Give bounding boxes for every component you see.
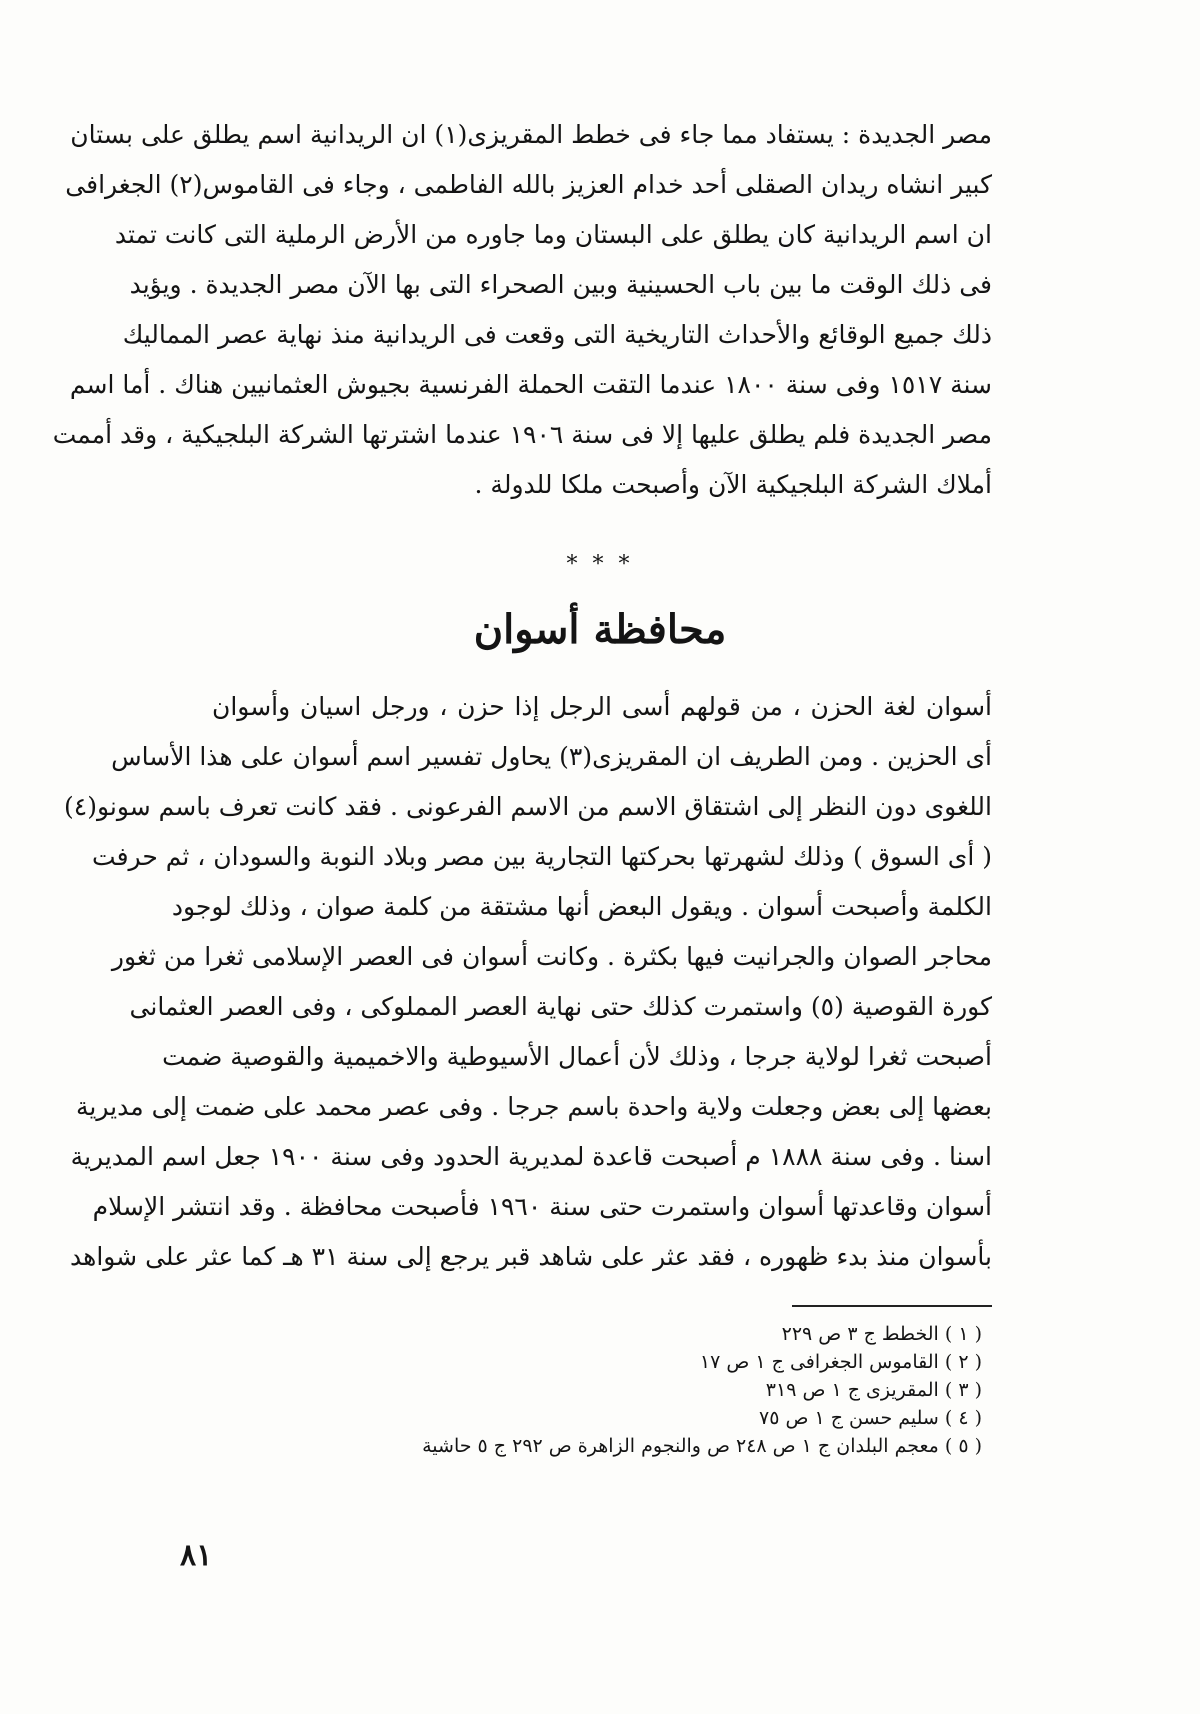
footnote-item: ( ٢ ) القاموس الجغرافى ج ١ ص ١٧	[699, 1351, 982, 1373]
paragraph-aswan	[63, 682, 992, 1282]
page-number: ٨١	[180, 1538, 213, 1573]
footnotes	[262, 1320, 982, 1460]
text-line: اللغوى دون النظر إلى اشتقاق الاسم من الاسم الفرعونى . فقد كانت تعرف باسم سونو(٤)	[63, 792, 992, 821]
text-line: أصبحت ثغرا لولاية جرجا ، وذلك لأن أعمال الأسيوطية والاخميمية والقوصية ضمت	[162, 1042, 992, 1071]
text-line: أسوان لغة الحزن ، من قولهم أسى الرجل إذا حزن ، ورجل اسيان وأسوان	[212, 692, 992, 721]
footnote-item: ( ٥ ) معجم البلدان ج ١ ص ٢٤٨ ص والنجوم الزاهرة ص ٢٩٢ ج ٥ حاشية	[422, 1435, 982, 1457]
text-line: كبير انشاه ريدان الصقلى أحد خدام العزيز بالله الفاطمى ، وجاء فى القاموس(٢) الجغرافى	[65, 170, 992, 199]
footnote-item: ( ٣ ) المقريزى ج ١ ص ٣١٩	[765, 1379, 982, 1401]
text-line: سنة ١٥١٧ وفى سنة ١٨٠٠ عندما التقت الحملة الفرنسية بجيوش العثمانيين هناك . أما اسم	[69, 370, 992, 399]
text-line: أى الحزين . ومن الطريف ان المقريزى(٣) يحاول تفسير اسم أسوان على هذا الأساس	[111, 742, 992, 771]
text-line: أسوان وقاعدتها أسوان واستمرت حتى سنة ١٩٦٠ فأصبحت محافظة . وقد انتشر الإسلام	[92, 1192, 992, 1221]
text-line: مصر الجديدة فلم يطلق عليها إلا فى سنة ١٩٠٦ عندما اشترتها الشركة البلجيكية ، وقد أممت	[52, 420, 992, 449]
text-line: مصر الجديدة : يستفاد مما جاء فى خطط المقريزى(١) ان الريدانية اسم يطلق على بستان	[70, 120, 992, 149]
section-heading: محافظة أسوان	[473, 606, 727, 653]
section-separator: * * *	[566, 552, 634, 577]
text-line: ( أى السوق ) وذلك لشهرتها بحركتها التجارية بين مصر وبلاد النوبة والسودان ، ثم حرفت	[92, 842, 992, 871]
text-line: ان اسم الريدانية كان يطلق على البستان وما جاوره من الأرض الرملية التى كانت تمتد	[114, 220, 992, 249]
text-line: اسنا . وفى سنة ١٨٨٨ م أصبحت قاعدة لمديرية الحدود وفى سنة ١٩٠٠ جعل اسم المديرية	[70, 1142, 992, 1171]
text-line: ذلك جميع الوقائع والأحداث التاريخية التى وقعت فى الريدانية منذ نهاية عصر المماليك	[122, 320, 992, 349]
text-line: محاجر الصوان والجرانيت فيها بكثرة . وكانت أسوان فى العصر الإسلامى ثغرا من ثغور	[111, 942, 992, 971]
text-line: بأسوان منذ بدء ظهوره ، فقد عثر على شاهد قبر يرجع إلى سنة ٣١ هـ كما عثر على شواهد	[70, 1242, 992, 1271]
text-line: فى ذلك الوقت ما بين باب الحسينية وبين الصحراء التى بها الآن مصر الجديدة . ويؤيد	[129, 270, 992, 299]
text-line: الكلمة وأصبحت أسوان . ويقول البعض أنها مشتقة من كلمة صوان ، وذلك لوجود	[171, 892, 992, 921]
text-line: كورة القوصية (٥) واستمرت كذلك حتى نهاية العصر المملوكى ، وفى العصر العثمانى	[129, 992, 992, 1021]
text-line: بعضها إلى بعض وجعلت ولاية واحدة باسم جرجا . وفى عصر محمد على ضمت إلى مديرية	[76, 1092, 992, 1121]
footnote-item: ( ١ ) الخطط ج ٣ ص ٢٢٩	[781, 1323, 982, 1345]
footnote-divider	[792, 1305, 992, 1307]
footnote-item: ( ٤ ) سليم حسن ج ١ ص ٧٥	[759, 1407, 982, 1429]
paragraph-misr-al-gadida	[52, 110, 992, 510]
text-line: أملاك الشركة البلجيكية الآن وأصبحت ملكا للدولة .	[474, 470, 992, 499]
